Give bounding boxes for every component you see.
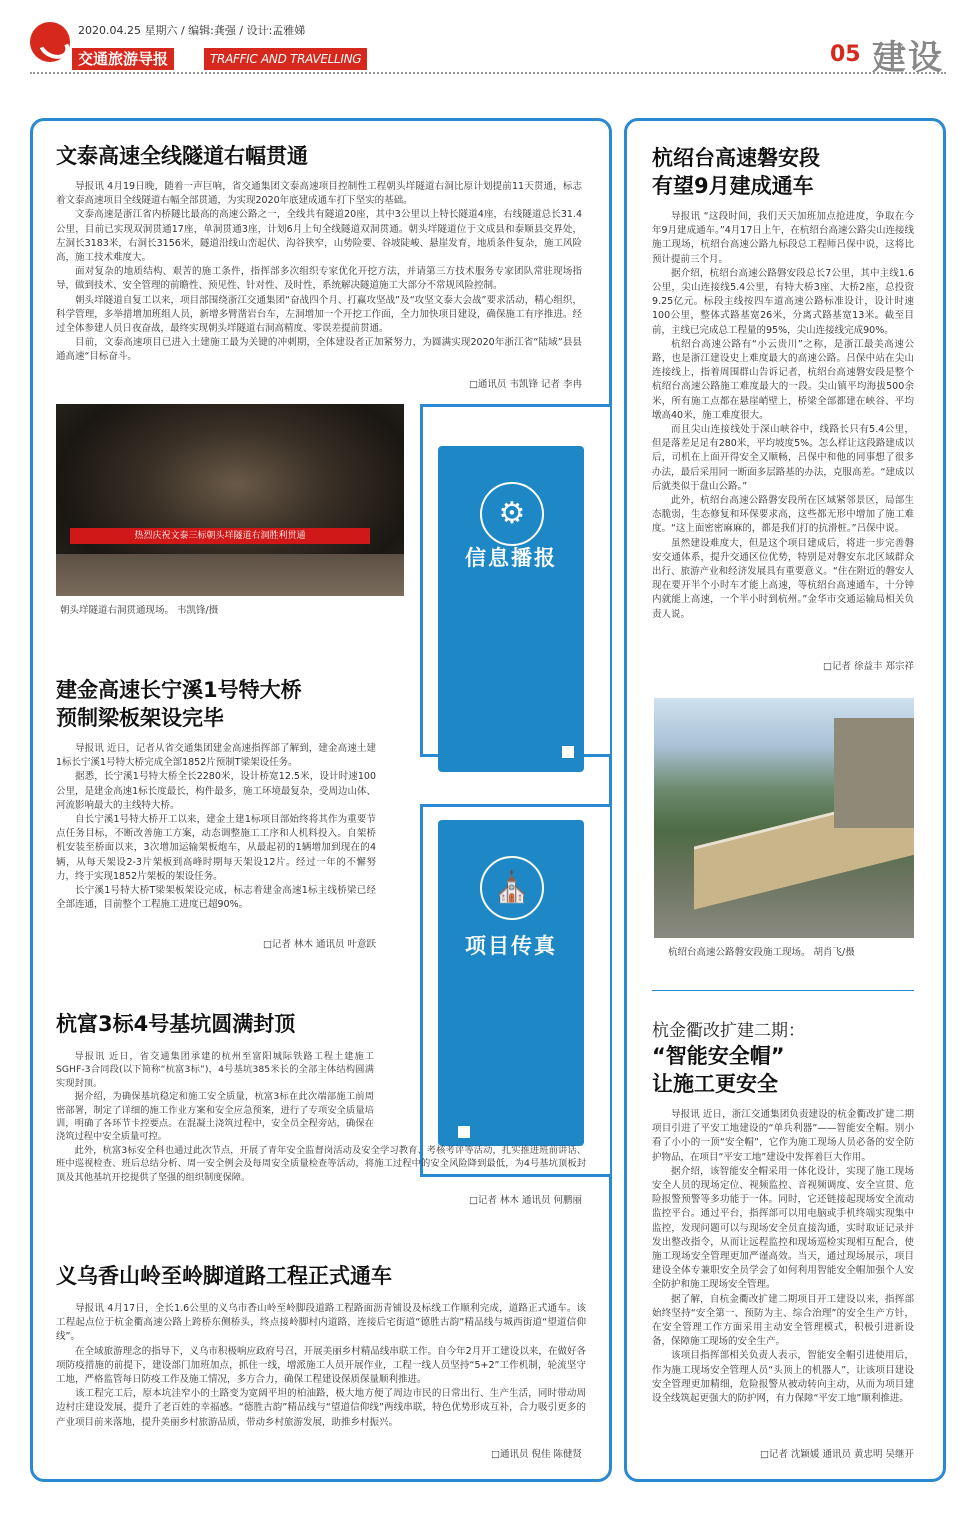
paragraph: 该项目指挥部相关负责人表示，智能安全帽引进使用后，作为施工现场安全管理人员“头顶上的机器人”，让该项目建设安全管理更加精细，危险报警从被动转向主动，从而为项目建设全线筑起更强大的防护网，有力保障“平安工地”顺利推进。	[652, 1350, 914, 1405]
paragraph: 长宁溪1号特大桥T梁架板架设完成，标志着建金高速1标主线桥梁已经全部连通，目前整个工程施工进度已超90%。	[56, 885, 376, 911]
photo-caption: 杭绍台高速公路磐安段施工现场。 胡肖飞/摄	[668, 947, 855, 958]
paragraph: 在全域旅游理念的指导下，义乌市积极响应政府号召，开展美丽乡村精品线串联工作。自今年2月开工建设以来，在做好各项防疫措施的前提下，建设部门加班加点，抓住一线，增派施工人员开展作业，工程一线人员坚持“5+2”工作机制，轮流坚守工地，严格监管每日防疫工作及施工情况，多方合力，确保工程建设保质保量顺利推进。	[56, 1345, 586, 1386]
construction-photo	[654, 698, 914, 938]
article-body	[652, 210, 914, 656]
article-body	[56, 742, 376, 932]
panel-edge	[420, 804, 610, 807]
paragraph: 朝头垟隧道自复工以来，项目部围绕浙江交通集团“奋战四个月、打赢攻坚战”及“攻坚文泰大会战”要求活动，精心组织，科学管理，多举措增加班组人员，新增多臂凿岩台车，左洞增加一个开挖工作面，全力加快项目建设，确保施工有序推进。经过全体参建人员日夜奋战，最终实现朝头垟隧道右洞高精度、零误差提前贯通。	[56, 294, 582, 335]
tunnel-floor	[56, 554, 404, 596]
article-title-line1: 杭绍台高速磐安段	[652, 146, 820, 170]
byline: □记者 徐益丰 郑宗祥	[822, 661, 914, 672]
article-title-line1: “智能安全帽”	[652, 1044, 785, 1068]
article-title-line2: 预制梁板架设完毕	[56, 706, 224, 730]
paragraph: 据介绍，为确保基坑稳定和施工安全质量，杭富3标在此次端部施工前周密部署，制定了详细的施工作业方案和安全应急预案，进行了专项安全质量培训，明确了各环节卡控要点。在混凝土浇筑过程中，安全员全程旁站，确保在浇筑过程中安全质量可控。	[56, 1091, 374, 1143]
article-title-line2: 让施工更安全	[652, 1072, 778, 1096]
paragraph: 目前，文泰高速项目已进入土建施工最为关键的冲刺期，全体建设者正加紧努力，为圆满实现2020年浙江省“陆域”县县通高速“目标奋斗。	[56, 337, 582, 363]
paper-english-name: TRAFFIC AND TRAVELLING	[204, 48, 367, 70]
paragraph: 虽然建设难度大，但是这个项目建成后，将进一步完善磐安交通体系，提升交通区位优势，特别是对磐安东北区域群众出行、旅游产业和经济发展具有重要意义。“住在附近的磐安人现在要开半个小时车才能上高速，等杭绍台高速通车，十分钟内就能上高速，一个半小时到杭州。”金华市交通运输局相关负责人说。	[652, 537, 914, 620]
page-number: 05	[830, 42, 861, 67]
article-title-line1: 建金高速长宁溪1号特大桥	[56, 678, 302, 702]
panel-edge	[420, 404, 423, 754]
paragraph: 而且尖山连接线处于深山峡谷中，线路长只有5.4公里，但是落差足足有280米，平均坡度5%。怎么样让这段路建成以后，司机在上面开得安全又顺畅，吕保中和他的同事想了很多办法，最后采用同一断面多层路基的办法，克服高差。“建成以后就类似于盘山公路。”	[652, 424, 914, 492]
article-body	[56, 180, 582, 370]
article-title: 杭富3标4号基坑圆满封顶	[56, 1012, 296, 1036]
panel-edge	[420, 404, 610, 407]
article-body	[56, 1302, 586, 1442]
paragraph: 据悉，长宁溪1号特大桥全长2280米，设计桥宽12.5米，设计时速100公里，是建金高速1标长度最长，构件最多，施工环境最复杂，受周边山体、河流影响最大的主线特大桥。	[56, 771, 376, 811]
tab-project-label: 项目传真	[465, 934, 557, 958]
tunnel-photo	[56, 404, 404, 596]
rock-cliff	[834, 718, 914, 828]
celebration-banner: 热烈庆祝文泰三标朝头垟隧道右洞胜利贯通	[70, 528, 370, 544]
tab-news-label: 信息播报	[465, 546, 557, 570]
engineer-building-icon: ⛪	[480, 856, 544, 920]
paragraph: 面对复杂的地质结构、艰苦的施工条件，指挥部多次组织专家优化开挖方法，并请第三方技术服务专家团队常驻现场指导，做到技术、安全管理的前瞻性、预见性、针对性、及时性，系统解决隧道施工大部分不常规风险控制。	[56, 266, 582, 292]
engineer-chart-icon: ⚙	[480, 482, 544, 546]
paragraph: 据介绍，该智能安全帽采用一体化设计，实现了施工现场安全人员的现场定位、视频监控、音视频调度、安全宣贯、危险报警预警等多功能于一体。同时，它还链接起现场安全流动监控平台。通过平台，指挥部可以用电脑或手机终端实现集中监控，发现问题可以与现场安全员直接沟通，实时取证记录并发出整改指令，从而让远程监控和现场巡检实现相互配合，使施工现场安全管理更加严谨高效。当天，通过现场展示，项目建设全体专兼职安全员学会了如何利用智能安全帽加强个人安全防护和施工现场安全管理。	[652, 1165, 914, 1291]
article-kicker: 杭金衢改扩建二期：	[652, 1021, 805, 1041]
article-title: 义乌香山岭至岭脚道路工程正式通车	[56, 1264, 392, 1288]
paragraph: 此外，杭绍台高速公路磐安段所在区域紧邻景区，局部生态脆弱，生态修复和环保要求高，这些都无形中增加了施工难度。“这上面密密麻麻的，都是我们打的抗滑桩。”吕保中说。	[652, 495, 914, 535]
byline: □记者 林木 通讯员 何鹏丽	[468, 1195, 582, 1206]
photo-caption: 朝头垟隧道右洞贯通现场。 韦凯锋/摄	[60, 605, 219, 616]
article-body	[652, 1108, 914, 1448]
paragraph: 该工程完工后，原本坑洼窄小的土路变为宽阔平坦的柏油路，极大地方便了周边市民的日常出行、生产生活，同时带动周边村庄建设发展，提升了老百姓的幸福感。“德胜古韵”精品线与“望道信仰线”两线串联，特色优势形成互补，合力吸引更多的产业项目前来落地，提升美丽乡村旅游品质，带动乡村旅游发展，助推乡村振兴。	[56, 1388, 586, 1428]
byline: □通讯员 倪佳 陈健贤	[490, 1449, 582, 1460]
paragraph: 据介绍，杭绍台高速公路磐安段总长7公里，其中主线1.6公里，尖山连接线5.4公里，有特大桥3座、大桥2座，总投资9.25亿元。标段主线按四车道高速公路标准设计，设计时速100公里，整体式路基宽26米，分离式路基宽13米。截至目前，主线已完成总工程量的95%，尖山连接线完成90%。	[652, 267, 914, 336]
issue-meta: 2020.04.25 星期六 / 编辑:龚强 / 设计:孟雅娣	[78, 24, 306, 37]
paragraph: 导报讯 近日，省交通集团承建的杭州至富阳城际铁路工程土建施工SGHF-3合同段(以下简称“杭富3标”)，4号基坑385米长的全部主体结构圆满实现封顶。	[56, 1051, 374, 1089]
paragraph: 导报讯 近日，浙江交通集团负责建设的杭金衢改扩建二期项目引进了平安工地建设的“单兵利器”——智能安全帽。别小看了小小的一顶“安全帽”，它作为施工现场人员必备的安全防护物品，在项目“平安工地”建设中发挥着巨大作用。	[652, 1109, 914, 1163]
masthead-bar	[72, 48, 370, 70]
section-divider	[652, 990, 914, 991]
header-divider	[30, 72, 946, 74]
paragraph: 此外，杭富3标安全科也通过此次节点，开展了青年安全监督岗活动及安全学习教育、考核考评等活动，扎实推进班前讲话、班中巡视检查、班后总结分析、周一安全例会及每周安全质量检查等活动，将施工过程中的安全风险降到最低，为4号基坑顶板封顶及其他基坑开挖提供了坚强的组织制度保障。	[56, 1144, 586, 1183]
paper-name: 交通旅游导报	[72, 48, 174, 70]
byline: □通讯员 韦凯锋 记者 李冉	[468, 379, 582, 390]
square-marker-icon	[562, 746, 574, 758]
section-title: 建设	[872, 38, 944, 78]
paragraph: 自长宁溪1号特大桥开工以来，建金土建1标项目部始终将其作为重要节点任务目标，不断改善施工方案，动态调整施工工序和人机料投入。自架桥机安装至桥面以来，3次增加运输架板炮车，从最起初的1辆增加到现在的4辆，从每天架设2-3片架板到高峰时期每天架设12片。经过一年的不懈努力，终于实现1852片架板的架设任务。	[56, 814, 376, 882]
article-title: 文泰高速全线隧道右幅贯通	[56, 144, 308, 168]
newspaper-logo-icon	[30, 22, 70, 62]
paragraph: 导报讯 4月17日，全长1.6公里的义乌市香山岭至岭脚段道路工程路面沥青铺设及标线工作顺利完成，道路正式通车。该工程起点位于杭金衢高速公路上跨桥东侧桥头，终点接岭脚村内道路，连接后宅街道“德胜古韵”精品线与城西街道“望道信仰线”。	[56, 1303, 586, 1343]
paragraph: 杭绍台高速公路有“小云贵川”之称，是浙江最美高速公路，也是浙江建设史上难度最大的高速公路。吕保中站在尖山连接线上，指着周围群山告诉记者，杭绍台高速磐安段是整个杭绍台高速公路施工难度最大的一段。尖山镇平均海拔500余米，所有施工点都在悬崖峭壁上，桥梁全部都建在峡谷、平均墩高40米，施工难度很大。	[652, 338, 914, 421]
article-body	[56, 1050, 586, 1190]
article-title-line2: 有望9月建成通车	[652, 174, 814, 198]
paragraph: 导报讯 “这段时间，我们天天加班加点抢进度，争取在今年9月建成通车。”4月17日上午，在杭绍台高速公路尖山连接线施工现场，杭绍台高速公路九标段总工程师吕保中说，这将比预计提前三个月。	[652, 211, 914, 265]
paragraph: 据了解，自杭金衢改扩建二期项目开工建设以来，指挥部始终坚持“安全第一、预防为主、综合治理”的安全生产方针，在安全管理工作方面采用主动安全管理模式，积极引进新设备，保障施工现场的安全生产。	[652, 1293, 914, 1348]
paragraph: 文泰高速是浙江省内桥隧比最高的高速公路之一，全线共有隧道20座，其中3公里以上特长隧道4座，右线隧道总长31.4公里，目前已实现双洞贯通17座，单洞贯通3座，计划6月上旬全线隧道双洞贯通。朝头垟隧道位于文成县和泰顺县交界处，左洞长3183米，右洞长3156米，隧道沿线山峦起伏、沟谷狭窄，山势险要、谷坡陡峻、悬崖发育，地质条件复杂，施工风险高，施工技术难度大。	[56, 209, 582, 264]
tab-news-broadcast	[438, 446, 584, 772]
byline: □记者 林木 通讯员 叶意跃	[262, 939, 376, 950]
byline: □记者 沈颖媛 通讯员 黄忠明 吴继开	[759, 1449, 914, 1460]
paragraph: 导报讯 近日，记者从省交通集团建金高速指挥部了解到，建金高速土建1标长宁溪1号特大桥完成全部1852片预制T梁架设任务。	[56, 743, 376, 769]
paragraph: 导报讯 4月19日晚，随着一声巨响，省交通集团文泰高速项目控制性工程朝头垟隧道右洞比原计划提前11天贯通，标志着文泰高速项目全线隧道右幅全部贯通，为实现2020年底建成通车打下坚实的基础。	[56, 181, 582, 207]
